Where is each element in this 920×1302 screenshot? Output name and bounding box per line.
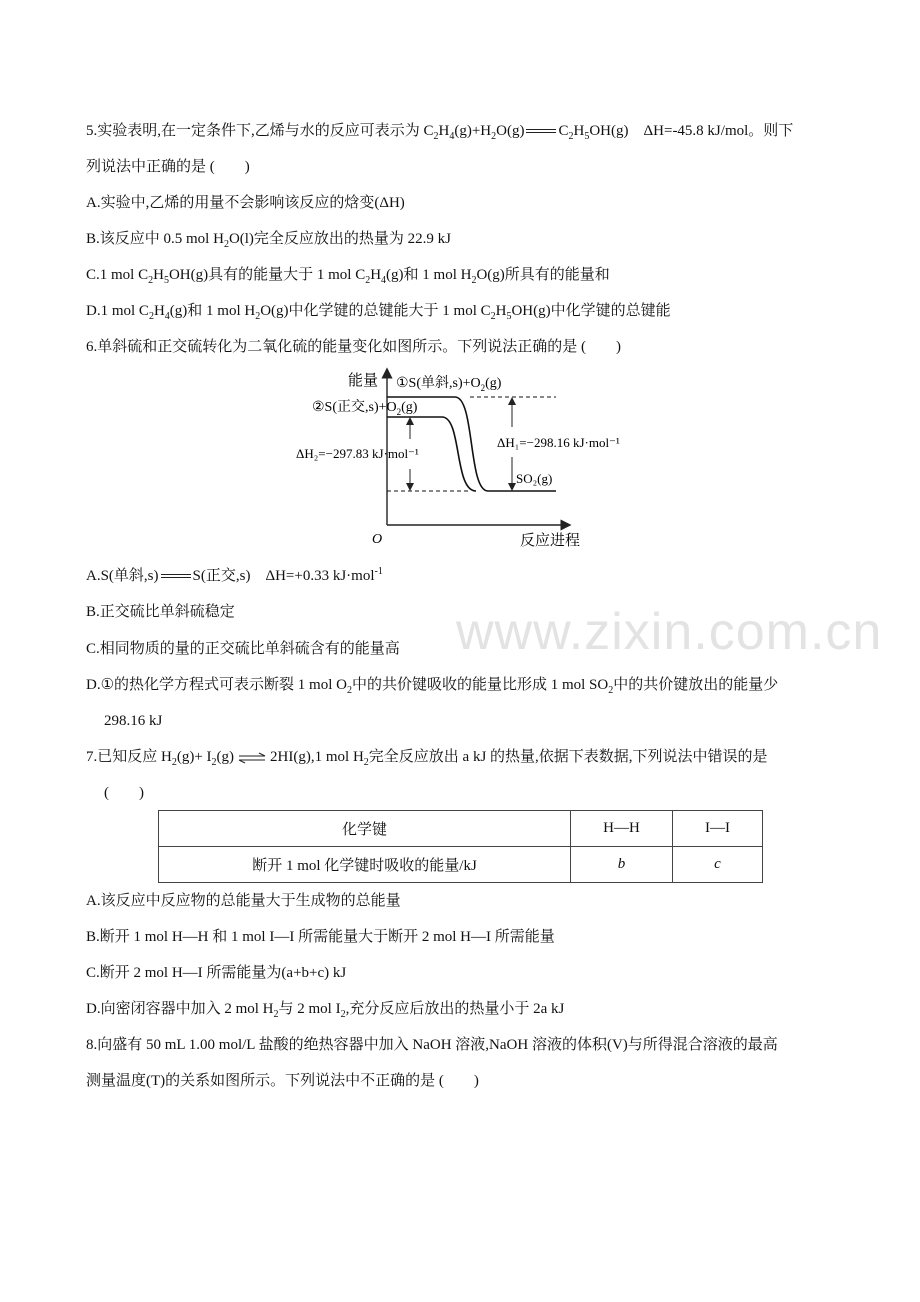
table-header-cell: 化学键	[159, 811, 571, 847]
watermark: www.zixin.com.cn	[456, 603, 883, 661]
q6-option-b: B.正交硫比单斜硫稳定	[86, 604, 235, 620]
bond-energy-table	[158, 810, 763, 883]
state2-label: ②S(正交$,s)+O_2(g)$	[312, 400, 418, 417]
q6-stem: 6.单斜硫和正交硫转化为二氧化硫的能量变化如图所示。下列说法正确的是 ( )	[86, 339, 621, 355]
q5-stem-line2: 列说法中正确的是 ( )	[86, 159, 250, 175]
q8-stem-line2: 测量温度(T)的关系如图所示。下列说法中不正确的是 ( )	[86, 1073, 479, 1089]
q8-stem: 8.向盛有 50 mL 1.00 mol/L 盐酸的绝热容器中加入 NaOH 溶液,NaOH 溶液的体积(V)与所得混合溶液的最高	[86, 1037, 778, 1053]
q7-option-d: D.向密闭容器中加入 2 mol $H_2$与 2 mol $I_2$,充分反应后放出的热量小于 2a kJ	[86, 1001, 565, 1020]
equals-sign-icon	[161, 572, 191, 582]
q5-stem: 5.实验表明,在一定条件下,乙烯与水的反应可表示为 $C_2H_4(g)+H_2O(g)$ $C_2H_5OH(g)$ ΔH=-45.8 kJ/mol。则下	[86, 123, 794, 142]
q5-option-c: C.1 mol $C_2H_5OH(g)$具有的能量大于 1 mol $C_2H_4(g)$和 1 mol $H_2O(g)$所具有的能量和	[86, 267, 610, 286]
q6-option-a: A.S(单斜,s) S(正交,s) ΔH=+0.33 kJ·mol$^{-1}$	[86, 566, 383, 584]
q7-option-b: B.断开 1 mol H—H 和 1 mol I—I 所需能量大于断开 2 mol H—I 所需能量	[86, 929, 555, 945]
q5-option-b: B.该反应中 0.5 mol $H_2O(l)$完全反应放出的热量为 22.9 kJ	[86, 231, 452, 250]
table-header-cell: I—I	[673, 811, 763, 847]
q7-stem-line2: ( )	[104, 785, 144, 801]
x-axis-label: 反应进程	[520, 533, 581, 549]
table-cell: 断开 1 mol 化学键时吸收的能量/kJ	[159, 847, 571, 883]
q6-option-d: D.①的热化学方程式可表示断裂 1 mol $O_2$中的共价键吸收的能量比形成 1 mol $SO_2$中的共价键放出的能量少	[86, 677, 779, 696]
table-header-row	[159, 811, 763, 847]
q6-option-d-line2: 298.16 kJ	[104, 713, 163, 729]
reversible-arrow-icon	[237, 752, 267, 764]
table-row	[159, 847, 763, 883]
state2-curve	[442, 417, 476, 491]
state1-label: ①S(单斜$,s)+O_2(g)$	[396, 376, 502, 393]
q5-option-d: D.1 mol $C_2H_4(g)$和 1 mol $H_2O(g)$中化学键的总键能大于 1 mol $C_2H_5OH(g)$中化学键的总键能	[86, 303, 671, 322]
equals-sign-icon	[526, 127, 556, 137]
dh2-label: ΔH₂=−297.83 kJ·mol⁻¹	[296, 446, 419, 461]
q7-option-c: C.断开 2 mol H—I 所需能量为(a+b+c) kJ	[86, 965, 347, 981]
q7-option-a: A.该反应中反应物的总能量大于生成物的总能量	[86, 893, 401, 909]
y-axis-label: 能量	[348, 373, 379, 389]
table-cell: c	[673, 847, 763, 883]
energy-diagram	[290, 365, 620, 555]
dh1-label: ΔH₁=−298.16 kJ·mol⁻¹	[497, 435, 620, 450]
q7-stem: 7.已知反应 $H_2(g)+ I_2(g)$ 2HI(g),1 mol $H_2$完全反应放出 a kJ 的热量,依据下表数据,下列说法中错误的是	[86, 749, 768, 768]
table-header-cell: H—H	[571, 811, 673, 847]
q6-option-c: C.相同物质的量的正交硫比单斜硫含有的能量高	[86, 641, 400, 657]
product-label: SO₂(g)	[516, 471, 553, 486]
origin-label: O	[372, 532, 383, 547]
q5-option-a: A.实验中,乙烯的用量不会影响该反应的焓变(ΔH)	[86, 195, 405, 211]
table-cell: b	[571, 847, 673, 883]
